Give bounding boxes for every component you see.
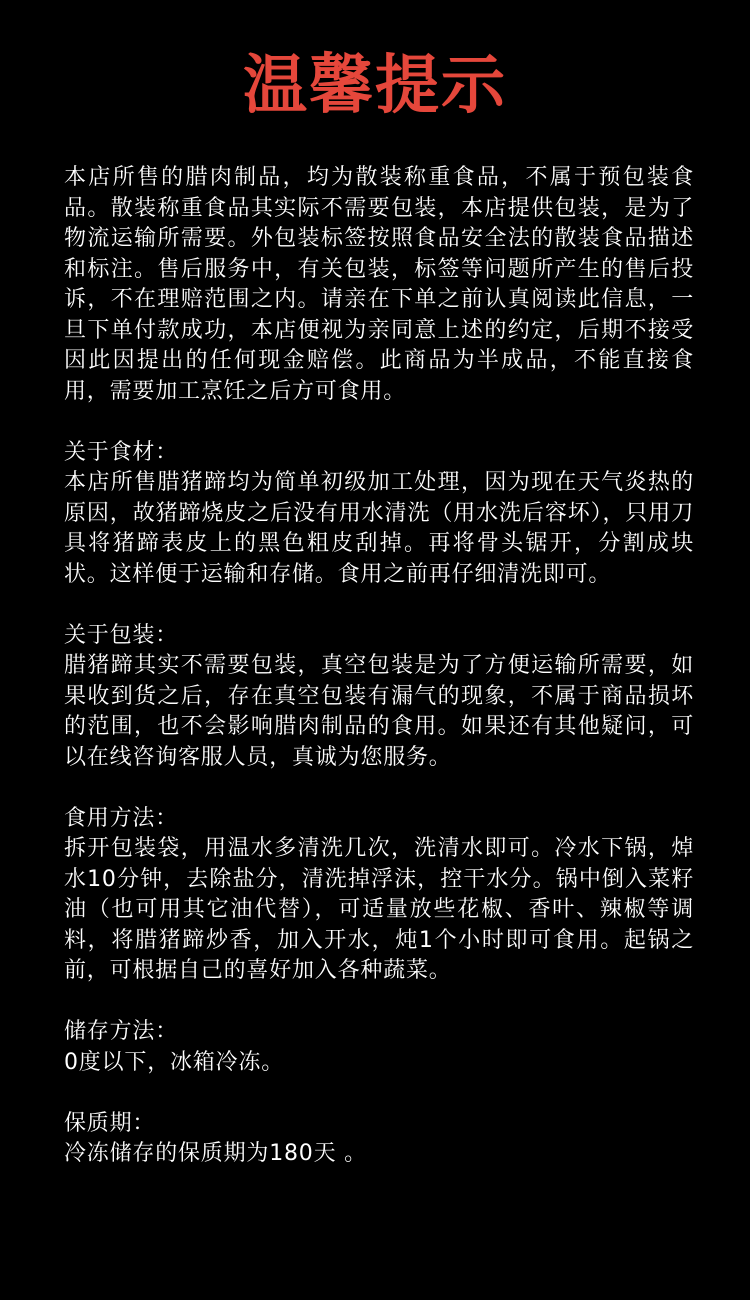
section-body: 本店所售腊猪蹄均为简单初级加工处理，因为现在天气炎热的原因，故猪蹄烧皮之后没有用水清洗（用水洗后容坏），只用刀具将猪蹄表皮上的黑色粗皮刮掉。再将骨头锯开，分割成块状。这样便于运输和存储。食用之前再仔细清洗即可。 <box>64 470 694 587</box>
section-heading: 食用方法： <box>64 805 179 831</box>
section-body: 拆开包装袋，用温水多清洗几次，洗清水即可。冷水下锅，焯水10分钟，去除盐分，清洗掉浮沫，控干水分。锅中倒入菜籽油（也可用其它油代替），可适量放些花椒、香叶、辣椒等调料，将腊猪蹄炒香，加入开水，炖1个小时即可食用。起锅之前，可根据自己的喜好加入各种蔬菜。 <box>64 836 694 983</box>
section-cooking <box>64 804 694 987</box>
section-shelf-life <box>64 1109 694 1170</box>
section-heading: 保质期： <box>64 1110 156 1136</box>
section-heading: 关于包装： <box>64 622 179 648</box>
section-heading: 关于食材： <box>64 439 179 465</box>
section-body: 0度以下，冰箱冷冻。 <box>64 1049 284 1075</box>
section-spacer <box>64 987 694 1018</box>
section-spacer <box>64 773 694 804</box>
section-spacer <box>64 590 694 621</box>
section-heading: 储存方法： <box>64 1019 179 1044</box>
page-title: 温馨提示 <box>243 49 507 123</box>
section-storage <box>64 1017 694 1078</box>
section-spacer <box>64 407 694 438</box>
intro-paragraph: 本店所售的腊肉制品，均为散装称重食品，不属于预包装食品。散装称重食品其实际不需要包装，本店提供包装，是为了物流运输所需要。外包装标签按照食品安全法的散装食品描述和标注。售后服务中，有关包装，标签等问题所产生的售后投诉，不在理赔范围之内。请亲在下单之前认真阅读此信息，一旦下单付款成功，本店便视为亲同意上述的约定，后期不接受因此因提出的任何现金赔偿。此商品为半成品，不能直接食用，需要加工烹饪之后方可食用。 <box>64 165 694 404</box>
section-ingredients <box>64 438 694 591</box>
notice-content <box>64 163 694 1170</box>
section-body: 腊猪蹄其实不需要包装，真空包装是为了方便运输所需要，如果收到货之后，存在真空包装有漏气的现象，不属于商品损坏的范围，也不会影响腊肉制品的食用。如果还有其他疑问，可以在线咨询客服人员，真诚为您服务。 <box>64 653 694 770</box>
section-packaging <box>64 621 694 774</box>
section-body: 冷冻储存的保质期为180天 。 <box>64 1141 367 1166</box>
section-spacer <box>64 1078 694 1109</box>
